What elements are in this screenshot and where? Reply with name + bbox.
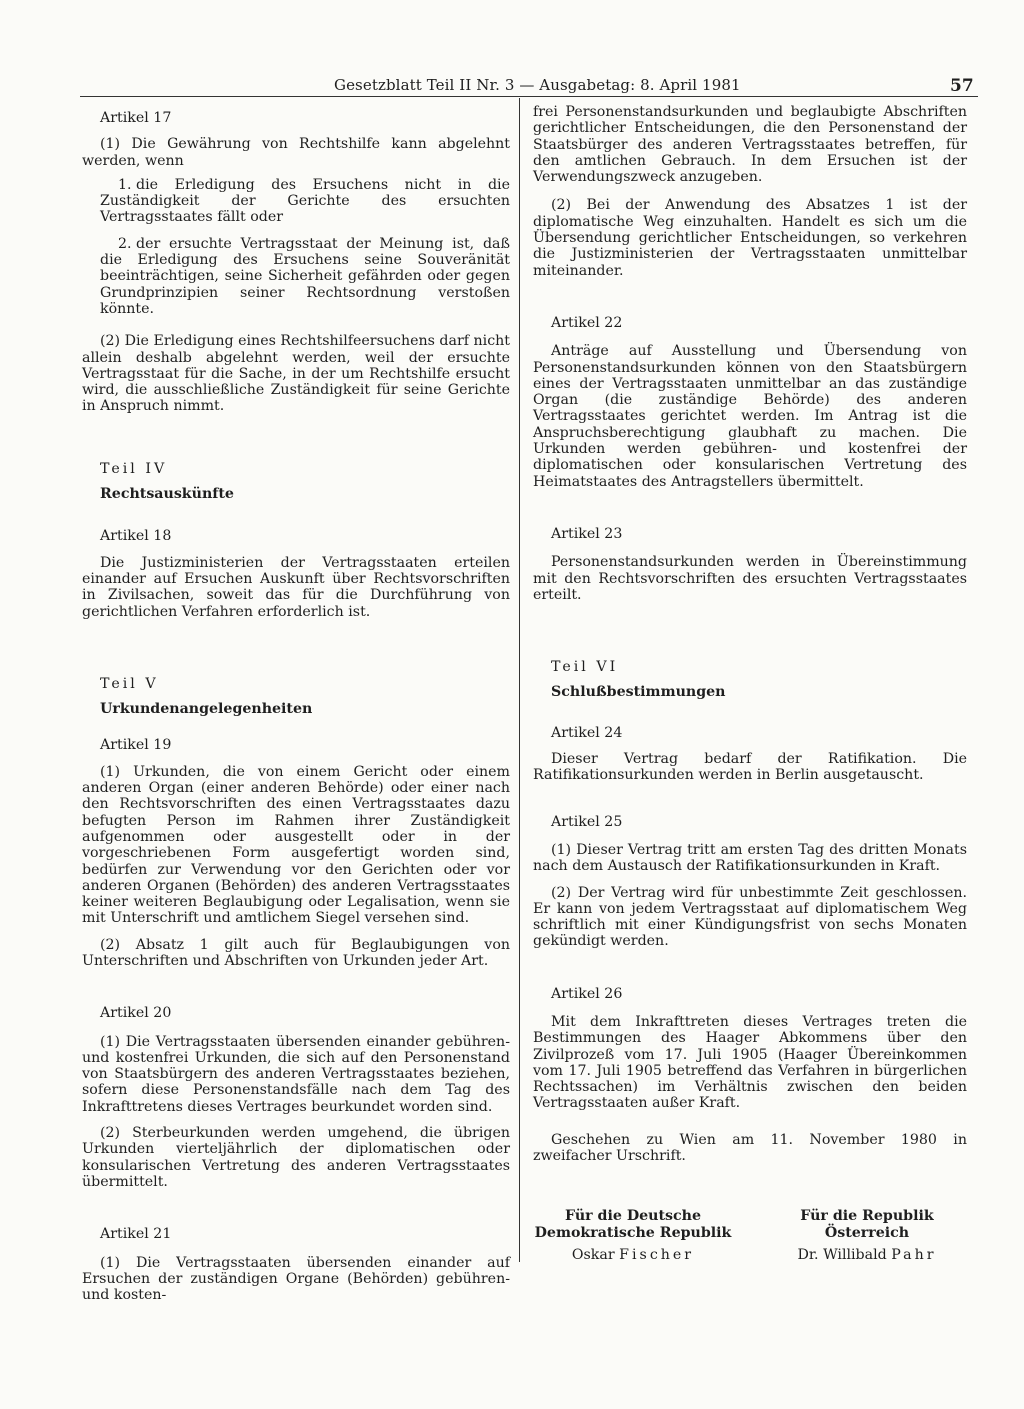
- signatory-first-name: Dr. Willibald: [797, 1246, 887, 1263]
- article-21-heading: Artikel 21: [100, 1226, 172, 1243]
- article-20-paragraph-2: (2) Sterbeurkunden werden umgehend, die übrigen Urkunden vierteljährlich der diplomatischen oder konsularischen Vertretung des anderen Vertragsstaates übermittelt.: [82, 1125, 510, 1190]
- article-24-heading: Artikel 24: [551, 724, 623, 741]
- signature-austria: [767, 1208, 967, 1263]
- page-header-title: Gesetzblatt Teil II Nr. 3 — Ausgabetag: 8. April 1981: [334, 76, 741, 94]
- article-23-heading: Artikel 23: [551, 525, 623, 542]
- article-17-item-2: [82, 236, 510, 317]
- article-25-heading: Artikel 25: [551, 813, 623, 830]
- article-21-continuation: frei Personenstandsurkunden und beglaubigte Abschriften gerichtlicher Entscheidungen, die den Personenstand der Staatsbürger des anderen Vertragsstaates betreffen, für den amtlichen Gebrauch. In dem Ersuchen ist der Verwendungszweck anzugeben.: [533, 104, 967, 186]
- article-20-heading: Artikel 20: [100, 1005, 172, 1022]
- article-19-paragraph-1: (1) Urkunden, die von einem Gericht oder einem anderen Organ (einer anderen Behörde) oder einer nach den Rechtsvorschriften des einen Vertragsstaates dazu befugten Person im Rahmen ihrer Zuständigkeit aufgenommen oder ausgestellt oder in der vorgeschriebenen Form ausgefertigt worden sind, bedürfen zur Verwendung vor den Gerichten oder vor anderen Organen (Behörden) des anderen Vertragsstaates keiner weiteren Beglaubigung oder Legalisation, wenn sie mit Unterschrift und amtlichem Siegel versehen sind.: [82, 763, 510, 927]
- article-21-paragraph-2: (2) Bei der Anwendung des Absatzes 1 ist der diplomatische Weg einzuhalten. Handelt es sich um die Übersendung gerichtlicher Entscheidungen, so verkehren die Justizministerien der Vertragsstaaten unmittelbar miteinander.: [533, 197, 967, 279]
- signatory-first-name: Oskar: [571, 1246, 615, 1263]
- signature-party-line-1: Für die Deutsche: [565, 1208, 701, 1225]
- teil-5-label: Teil V: [100, 675, 159, 692]
- article-17-paragraph-1: (1) Die Gewährung von Rechtshilfe kann abgelehnt werden, wenn: [82, 136, 510, 169]
- article-18-paragraph-1: Die Justizministerien der Vertragsstaaten erteilen einander auf Ersuchen Auskunft über Rechtsvorschriften in Zivilsachen, soweit das für die Durchführung von gerichtlichen Verfahren erforderlich ist.: [82, 554, 510, 620]
- article-17-paragraph-2: (2) Die Erledigung eines Rechtshilfeersuchens darf nicht allein deshalb abgelehnt werden, weil der ersuchte Vertragsstaat für die Sache, in der um Rechtshilfe ersucht wird, die ausschließliche Zuständigkeit für seine Gerichte in Anspruch nimmt.: [82, 333, 510, 415]
- column-divider: [519, 98, 520, 1262]
- left-column: [82, 110, 510, 1303]
- signature-block: [533, 1208, 967, 1263]
- article-25-paragraph-2: (2) Der Vertrag wird für unbestimmte Zeit geschlossen. Er kann von jedem Vertragsstaat auf diplomatischem Weg schriftlich mit einer Kündigungsfrist von sechs Monaten gekündigt werden.: [533, 884, 967, 950]
- signature-party-line-1: Für die Republik: [800, 1208, 934, 1225]
- teil-4-label: Teil IV: [100, 460, 168, 477]
- item-number: 2.: [118, 235, 132, 252]
- item-text: die Erledigung des Ersuchens nicht in die Zuständigkeit der Gerichte des ersuchten Vertragsstaates fällt oder: [100, 176, 510, 226]
- article-19-paragraph-2: (2) Absatz 1 gilt auch für Beglaubigungen von Unterschriften und Abschriften von Urkunden jeder Art.: [82, 936, 510, 969]
- article-25-paragraph-1: (1) Dieser Vertrag tritt am ersten Tag des dritten Monats nach dem Austausch der Ratifikationsurkunden in Kraft.: [533, 841, 967, 875]
- header-rule: [80, 96, 978, 97]
- signatory-name: [533, 1247, 733, 1263]
- teil-5-title: Urkundenangelegenheiten: [100, 701, 313, 718]
- teil-6-label: Teil VI: [551, 659, 619, 676]
- article-22-heading: Artikel 22: [551, 314, 623, 331]
- article-17-heading: Artikel 17: [100, 110, 172, 126]
- article-17-item-1: [82, 177, 510, 226]
- item-text: der ersuchte Vertragsstaat der Meinung ist, daß die Erledigung des Ersuchens seine Souveränität beeinträchtigen, seine Sicherheit gefährden oder gegen Grundprinzipien seiner Rechtsordnung verstoßen könnte.: [100, 235, 510, 317]
- signature-party-line-2: Österreich: [824, 1224, 910, 1241]
- article-26-paragraph-1: Mit dem Inkrafttreten dieses Vertrages treten die Bestimmungen des Haager Abkommens über den Zivilprozeß vom 17. Juli 1905 (Haager Übereinkommen vom 17. Juli 1905 betreffend das Verfahren in bürgerlichen Rechtssachen) im Verhältnis zwischen den beiden Vertragsstaaten außer Kraft.: [533, 1013, 967, 1112]
- teil-6-title: Schlußbestimmungen: [551, 684, 726, 701]
- article-26-heading: Artikel 26: [551, 985, 623, 1002]
- teil-4-title: Rechtsauskünfte: [100, 486, 234, 503]
- article-20-paragraph-1: (1) Die Vertragsstaaten übersenden einander gebühren- und kostenfrei Urkunden, die sich auf den Personenstand von Staatsbürgern des anderen Vertragsstaates beziehen, sofern diese Personenstandsfälle nach dem Tag des Inkrafttretens dieses Vertrages beurkundet worden sind.: [82, 1033, 510, 1115]
- article-19-heading: Artikel 19: [100, 737, 172, 754]
- signature-gdr: [533, 1208, 733, 1263]
- signatory-last-name: Pahr: [891, 1246, 937, 1263]
- right-column: [533, 104, 967, 1263]
- article-22-paragraph-1: Anträge auf Ausstellung und Übersendung von Personenstandsurkunden können von den Staatsbürgern eines der Vertragsstaaten unmittelbar an das zuständige Organ (die zuständige Behörde) des anderen Vertragsstaates gerichtet werden. Im Antrag ist die Anspruchsberechtigung glaubhaft zu machen. Die Urkunden werden gebühren- und kostenfrei der diplomatischen oder konsularischen Vertretung des Heimatstaates des Antragstellers übermittelt.: [533, 343, 967, 490]
- article-24-paragraph-1: Dieser Vertrag bedarf der Ratifikation. Die Ratifikationsurkunden werden in Berlin ausgetauscht.: [533, 751, 967, 784]
- signature-party-line-2: Demokratische Republik: [534, 1224, 732, 1241]
- item-number: 1.: [118, 176, 132, 193]
- closing-statement: Geschehen zu Wien am 11. November 1980 in zweifacher Urschrift.: [533, 1131, 967, 1165]
- article-23-paragraph-1: Personenstandsurkunden werden in Übereinstimmung mit den Rechtsvorschriften des ersuchten Vertragsstaates erteilt.: [533, 554, 967, 603]
- article-18-heading: Artikel 18: [100, 528, 172, 545]
- signatory-last-name: Fischer: [619, 1246, 695, 1263]
- article-21-paragraph-1: (1) Die Vertragsstaaten übersenden einander auf Ersuchen der zuständigen Organe (Behörden) gebühren- und kosten-: [82, 1254, 510, 1304]
- page-number: 57: [950, 76, 974, 96]
- signatory-name: [767, 1247, 967, 1263]
